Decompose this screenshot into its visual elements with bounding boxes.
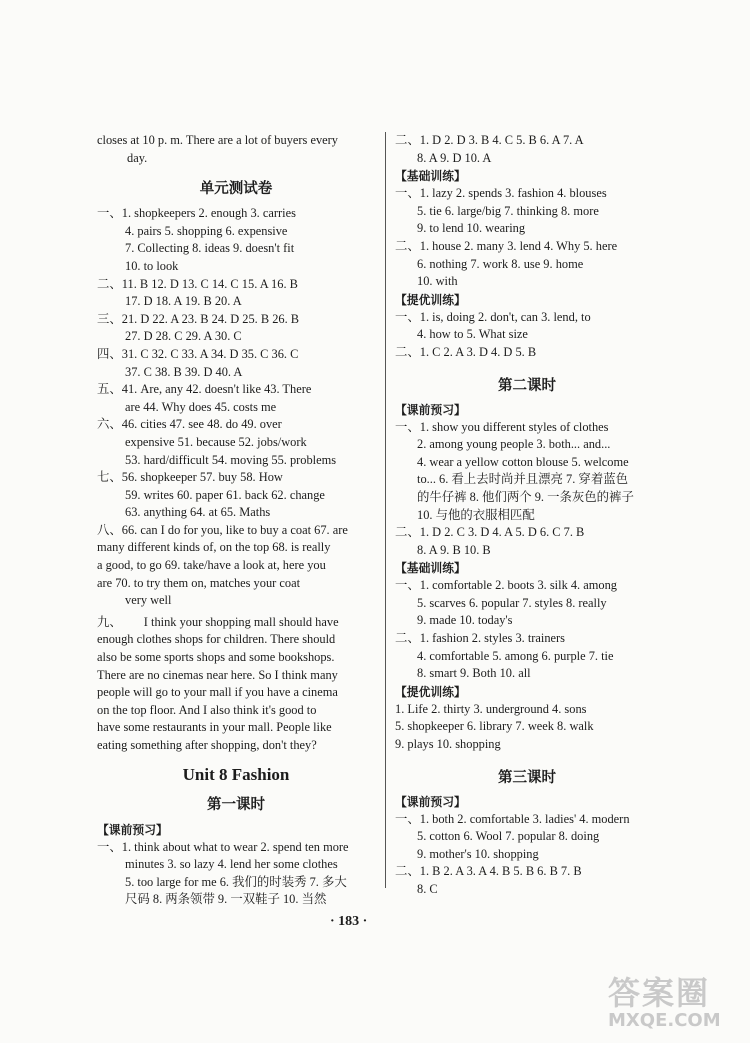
lesson-title: 第二课时	[498, 377, 556, 394]
section-title-unit-test: 单元测试卷	[199, 181, 273, 198]
answer-line: 59. writes 60. paper 61. back 62. change	[125, 487, 325, 502]
answer-line: 37. C 38. B 39. D 40. A	[125, 364, 243, 379]
lesson-title: 第一课时	[207, 796, 265, 813]
answer-line: 8. C	[417, 882, 438, 896]
answer-line: expensive 51. because 52. jobs/work	[125, 434, 307, 449]
watermark-logo	[608, 968, 721, 1031]
right-column	[395, 132, 659, 899]
answer-line: 63. anything 64. at 65. Maths	[125, 505, 271, 520]
answer-line: 4. comfortable 5. among 6. purple 7. tie	[417, 648, 614, 663]
answer-line: 二、1. D 2. C 3. D 4. A 5. D 6. C 7. B	[395, 525, 585, 540]
subsection-title: 【课前预习】	[395, 794, 466, 809]
subsection-title: 【提优训练】	[395, 292, 466, 307]
answer-line: 一、1. comfortable 2. boots 3. silk 4. among	[395, 578, 617, 593]
text-line: day.	[127, 150, 148, 165]
answer-line: 1. Life 2. thirty 3. underground 4. sons	[395, 701, 587, 716]
answer-line: 二、1. fashion 2. styles 3. trainers	[395, 631, 566, 646]
answer-line: 二、1. B 2. A 3. A 4. B 5. B 6. B 7. B	[395, 864, 582, 879]
answer-line: 二、1. D 2. D 3. B 4. C 5. B 6. A 7. A	[395, 133, 584, 147]
answer-line: 9. to lend 10. wearing	[417, 221, 526, 236]
answer-line: 10. with	[417, 274, 458, 289]
answer-line: 6. nothing 7. work 8. use 9. home	[417, 256, 584, 271]
answer-line: 一、1. shopkeepers 2. enough 3. carries	[97, 206, 296, 221]
essay-line: There are no cinemas near here. So I think many	[97, 667, 338, 682]
answer-line: are 44. Why does 45. costs me	[125, 399, 277, 414]
answer-line: 尺码 8. 两条领带 9. 一双鞋子 10. 当然	[125, 892, 327, 907]
subsection-title: 【基础训练】	[395, 561, 466, 576]
essay-label: 九、	[97, 614, 122, 629]
essay-line: have some restaurants in your mall. People like	[97, 720, 332, 735]
answer-line: 二、1. C 2. A 3. D 4. D 5. B	[395, 344, 537, 359]
text-line: closes at 10 p. m. There are a lot of buyers every	[97, 133, 338, 147]
answer-line: 17. D 18. A 19. B 20. A	[125, 294, 242, 309]
answer-line: 4. wear a yellow cotton blouse 5. welcome	[417, 454, 629, 469]
answer-line: 二、1. house 2. many 3. lend 4. Why 5. here	[395, 238, 618, 253]
essay-first-line: I think your shopping mall should have	[143, 614, 339, 629]
left-column	[97, 132, 375, 909]
answer-line: 7. Collecting 8. ideas 9. doesn't fit	[125, 241, 295, 256]
answer-line: very well	[125, 593, 172, 608]
answer-line: 8. smart 9. Both 10. all	[417, 666, 531, 681]
essay-line: people will go to your mall if you have a cinema	[97, 685, 338, 700]
answer-line: 5. cotton 6. Wool 7. popular 8. doing	[417, 829, 600, 844]
answer-line: 五、41. Are, any 42. doesn't like 43. There	[97, 382, 312, 397]
essay-line: eating something after shopping, don't they?	[97, 738, 317, 752]
answer-line: minutes 3. so lazy 4. lend her some clothes	[125, 857, 338, 872]
answer-line: 一、1. lazy 2. spends 3. fashion 4. blouses	[395, 186, 607, 201]
answer-line: 2. among young people 3. both... and...	[417, 437, 611, 452]
answer-line: 5. tie 6. large/big 7. thinking 8. more	[417, 203, 599, 218]
page-number: · 183 ·	[330, 914, 368, 929]
answer-line: 一、1. think about what to wear 2. spend ten more	[97, 839, 349, 854]
answer-line: 三、21. D 22. A 23. B 24. D 25. B 26. B	[97, 311, 300, 326]
subsection-title: 【课前预习】	[97, 822, 168, 837]
answer-line: 4. how to 5. What size	[417, 327, 528, 342]
answer-line: 5. shopkeeper 6. library 7. week 8. walk	[395, 719, 594, 734]
essay-line: also be some sports shops and some bookshops.	[97, 650, 335, 665]
subsection-title: 【课前预习】	[395, 402, 466, 417]
answer-line: 9. made 10. today's	[417, 613, 513, 628]
unit-title: Unit 8 Fashion	[182, 764, 290, 784]
answer-line: 5. too large for me 6. 我们的时装秀 7. 多大	[125, 874, 347, 889]
answer-line: 10. 与他的衣服相匹配	[417, 507, 535, 522]
essay-answer	[97, 614, 375, 755]
subsection-title: 【基础训练】	[395, 169, 466, 184]
answer-line: 二、11. B 12. D 13. C 14. C 15. A 16. B	[97, 276, 298, 291]
answer-line: 9. plays 10. shopping	[395, 737, 501, 752]
answer-line: many different kinds of, on the top 68. is really	[97, 540, 331, 555]
answer-line: 八、66. can I do for you, like to buy a coat 67. are	[97, 522, 348, 537]
subsection-title: 【提优训练】	[395, 684, 466, 699]
essay-line: on the top floor. And I also think it's good to	[97, 702, 317, 717]
answer-line: 10. to look	[125, 258, 179, 273]
answer-line: 的牛仔裤 8. 他们两个 9. 一条灰色的裤子	[417, 489, 634, 504]
lesson-title: 第三课时	[498, 769, 556, 786]
answer-line: 一、1. show you different styles of clothes	[395, 419, 609, 434]
answer-line: 七、56. shopkeeper 57. buy 58. How	[97, 470, 283, 485]
answer-line: 53. hard/difficult 54. moving 55. problems	[125, 452, 337, 467]
answer-line: 8. A 9. B 10. B	[417, 542, 491, 557]
watermark-text: 答案圈	[608, 974, 711, 1012]
answer-line: 8. A 9. D 10. A	[417, 150, 492, 165]
answer-line: 四、31. C 32. C 33. A 34. D 35. C 36. C	[97, 346, 299, 361]
answer-line: 一、1. both 2. comfortable 3. ladies' 4. modern	[395, 811, 630, 826]
answer-line: 一、1. is, doing 2. don't, can 3. lend, to	[395, 309, 591, 324]
watermark-url: MXQE.COM	[608, 1010, 721, 1031]
answer-line: a good, to go 69. take/have a look at, here you	[97, 558, 326, 573]
answer-line: are 70. to try them on, matches your coat	[97, 575, 301, 590]
answer-line: to... 6. 看上去时尚并且漂亮 7. 穿着蓝色	[417, 472, 628, 487]
essay-line: enough clothes shops for children. There should	[97, 632, 336, 647]
answer-line: 5. scarves 6. popular 7. styles 8. really	[417, 595, 607, 610]
answer-line: 9. mother's 10. shopping	[417, 846, 539, 861]
answer-line: 4. pairs 5. shopping 6. expensive	[125, 223, 288, 238]
column-divider	[385, 132, 386, 888]
answer-line: 六、46. cities 47. see 48. do 49. over	[97, 417, 282, 432]
answer-line: 27. D 28. C 29. A 30. C	[125, 329, 242, 344]
